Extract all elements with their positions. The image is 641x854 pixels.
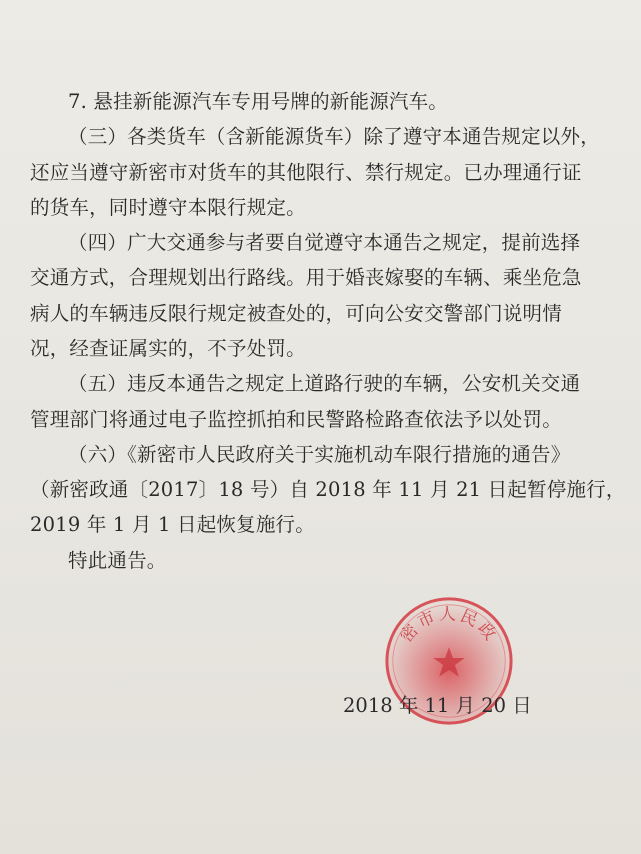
text-line-5: （四）广大交通参与者要自觉遵守本通告之规定，提前选择 <box>68 231 581 254</box>
text-line-2: （三）各类货车（含新能源货车）除了遵守本通告规定以外， <box>68 125 600 148</box>
text-line-4: 的货车，同时遵守本限行规定。 <box>30 196 306 219</box>
text-line-8: 况，经查证属实的，不予处罚。 <box>30 337 306 360</box>
text-line-1: 7. 悬挂新能源汽车专用号牌的新能源汽车。 <box>68 90 449 113</box>
document-date: 2018 年 11 月 20 日 <box>343 694 532 717</box>
text-line-6: 交通方式，合理规划出行路线。用于婚丧嫁娶的车辆、乘坐危急 <box>30 266 582 289</box>
text-line-13: 2019 年 1 月 1 日起恢复施行。 <box>30 513 315 536</box>
text-line-9: （五）违反本通告之规定上道路行驶的车辆，公安机关交通 <box>68 372 581 395</box>
text-line-14: 特此通告。 <box>68 549 167 572</box>
seal-text: 密市人民政 <box>395 603 503 646</box>
text-line-11: （六）《新密市人民政府关于实施机动车限行措施的通告》 <box>68 443 571 466</box>
text-line-12: （新密政通〔2017〕18 号）自 2018 年 11 月 21 日起暂停施行， <box>30 478 626 501</box>
text-line-10: 管理部门将通过电子监控抓拍和民警路检路查依法予以处罚。 <box>30 408 562 431</box>
text-line-3: 还应当遵守新密市对货车的其他限行、禁行规定。已办理通行证 <box>30 161 582 184</box>
text-line-7: 病人的车辆违反限行规定被查处的，可向公安交警部门说明情 <box>30 302 562 325</box>
